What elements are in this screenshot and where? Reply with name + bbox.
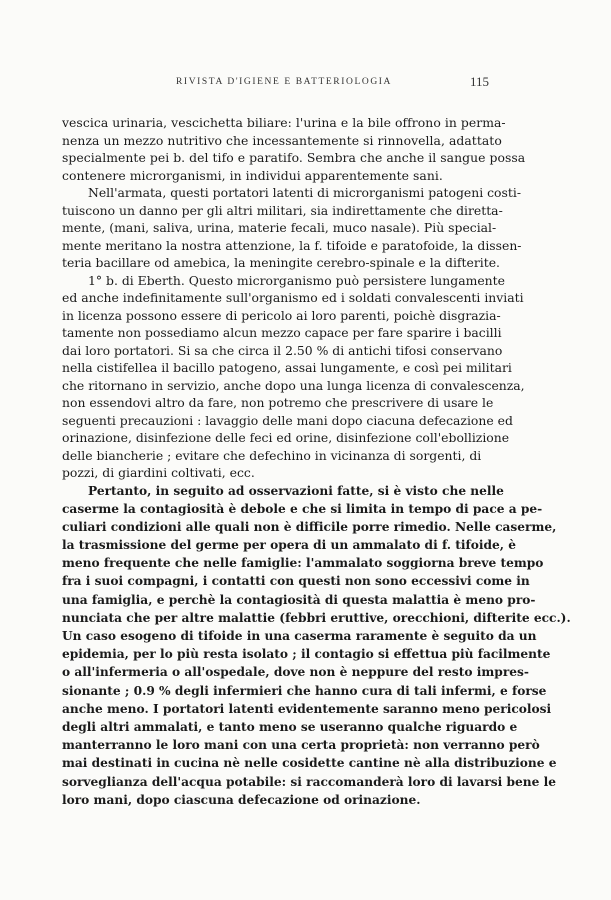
text-line: caserme la contagiosità è debole e che si limita in tempo di pace a pe-: [62, 501, 543, 516]
text-line: o all'infermeria o all'ospedale, dove non è neppure del resto impres-: [62, 665, 529, 680]
text-line: vescica urinaria, vescichetta biliare: l'urina e la bile offrono in perma-: [62, 115, 506, 130]
text-line: orinazione, disinfezione delle feci ed orine, disinfezione coll'ebollizione: [62, 430, 510, 445]
paragraph-2: [62, 184, 522, 272]
text-line: sionante ; 0.9 % degli infermieri che hanno cura di tali infermi, e forse: [62, 683, 547, 698]
running-header: RIVISTA D'IGIENE E BATTERIOLOGIA: [176, 77, 393, 87]
text-line: culiari condizioni alle quali non è difficile porre rimedio. Nelle caserme,: [62, 519, 557, 534]
text-line: seguenti precauzioni : lavaggio delle mani dopo ciacuna defecazione ed: [62, 412, 513, 428]
text-line: mai destinati in cucina nè nelle cosidette cantine nè alla distribuzione e: [62, 756, 557, 771]
text-line: una famiglia, e perchè la contagiosità di questa malattia è meno pro-: [62, 592, 536, 607]
text-line: dai loro portatori. Si sa che circa il 2.50 % di antichi tifosi conservano: [62, 342, 503, 358]
text-line: tuiscono un danno per gli altri militari, sia indirettamente che diretta-: [62, 202, 503, 218]
text-line: mente meritano la nostra attenzione, la f. tifoide e paratofoide, la dissen-: [62, 237, 522, 253]
text-line: la trasmissione del germe per opera di un ammalato di f. tifoide, è: [62, 538, 517, 553]
text-line: ed anche indefinitamente sull'organismo ed i soldati convalescenti inviati: [62, 290, 524, 305]
text-line: 1° b. di Eberth. Questo microrganismo può persistere lungamente: [88, 272, 505, 288]
text-line: degli altri ammalati, e tanto meno se useranno qualche riguardo e: [62, 719, 518, 734]
page-number: 115: [470, 74, 490, 89]
text-line: in licenza possono essere di pericolo ai loro parenti, poichè disgrazia-: [62, 307, 501, 323]
text-line: tamente non possediamo alcun mezzo capace per fare sparire i bacilli: [62, 325, 502, 340]
text-line: non essendovi altro da fare, non potremo che prescrivere di usare le: [62, 395, 494, 410]
text-line: Un caso esogeno di tifoide in una caserma raramente è seguito da un: [62, 629, 537, 643]
text-line: teria bacillare od amebica, la meningite cerebro-spinale e la difterite.: [62, 255, 500, 270]
text-line: loro mani, dopo ciascuna defecazione od orinazione.: [62, 792, 421, 807]
text-line: nenza un mezzo nutritivo che incessantemente si rinnovella, adattato: [62, 132, 502, 148]
text-line: delle biancherie ; evitare che defechino in vicinanza di sorgenti, di: [62, 447, 482, 463]
text-line: meno frequente che nelle famiglie: l'ammalato soggiorna breve tempo: [62, 556, 544, 571]
text-line: che ritornano in servizio, anche dopo una lunga licenza di convalescenza,: [62, 377, 525, 393]
text-line: contenere microrganismi, in individui apparentemente sani.: [62, 167, 443, 183]
text-line: manterranno le loro mani con una certa proprietà: non verranno però: [62, 738, 540, 753]
paragraph-3: [62, 272, 525, 482]
text-line: Pertanto, in seguito ad osservazioni fatte, si è visto che nelle: [88, 483, 504, 498]
text-line: nunciata che per altre malattie (febbri eruttive, orecchioni, difterite ecc.).: [62, 610, 571, 625]
text-line: sorveglianza dell'acqua potabile: si raccomanderà loro di lavarsi bene le: [62, 774, 557, 789]
text-line: anche meno. I portatori latenti evidentemente saranno meno pericolosi: [62, 701, 552, 716]
text-line: nella cistifellea il bacillo patogeno, assai lungamente, e così pei militari: [62, 360, 512, 375]
paragraph-4: [62, 482, 571, 809]
text-line: fra i suoi compagni, i contatti con questi non sono eccessivi come in: [62, 574, 530, 589]
text-line: Nell'armata, questi portatori latenti di microrganismi patogeni costi-: [88, 185, 522, 200]
text-line: epidemia, per lo più resta isolato ; il contagio si effettua più facilmente: [62, 647, 551, 662]
text-line: pozzi, di giardini coltivati, ecc.: [62, 465, 255, 480]
text-line: specialmente pei b. del tifo e paratifo. Sembra che anche il sangue possa: [62, 150, 526, 165]
paragraph-1: [62, 114, 526, 184]
text-line: mente, (mani, saliva, urina, materie fecali, muco nasale). Più special-: [62, 220, 497, 235]
body-text: [62, 114, 571, 809]
